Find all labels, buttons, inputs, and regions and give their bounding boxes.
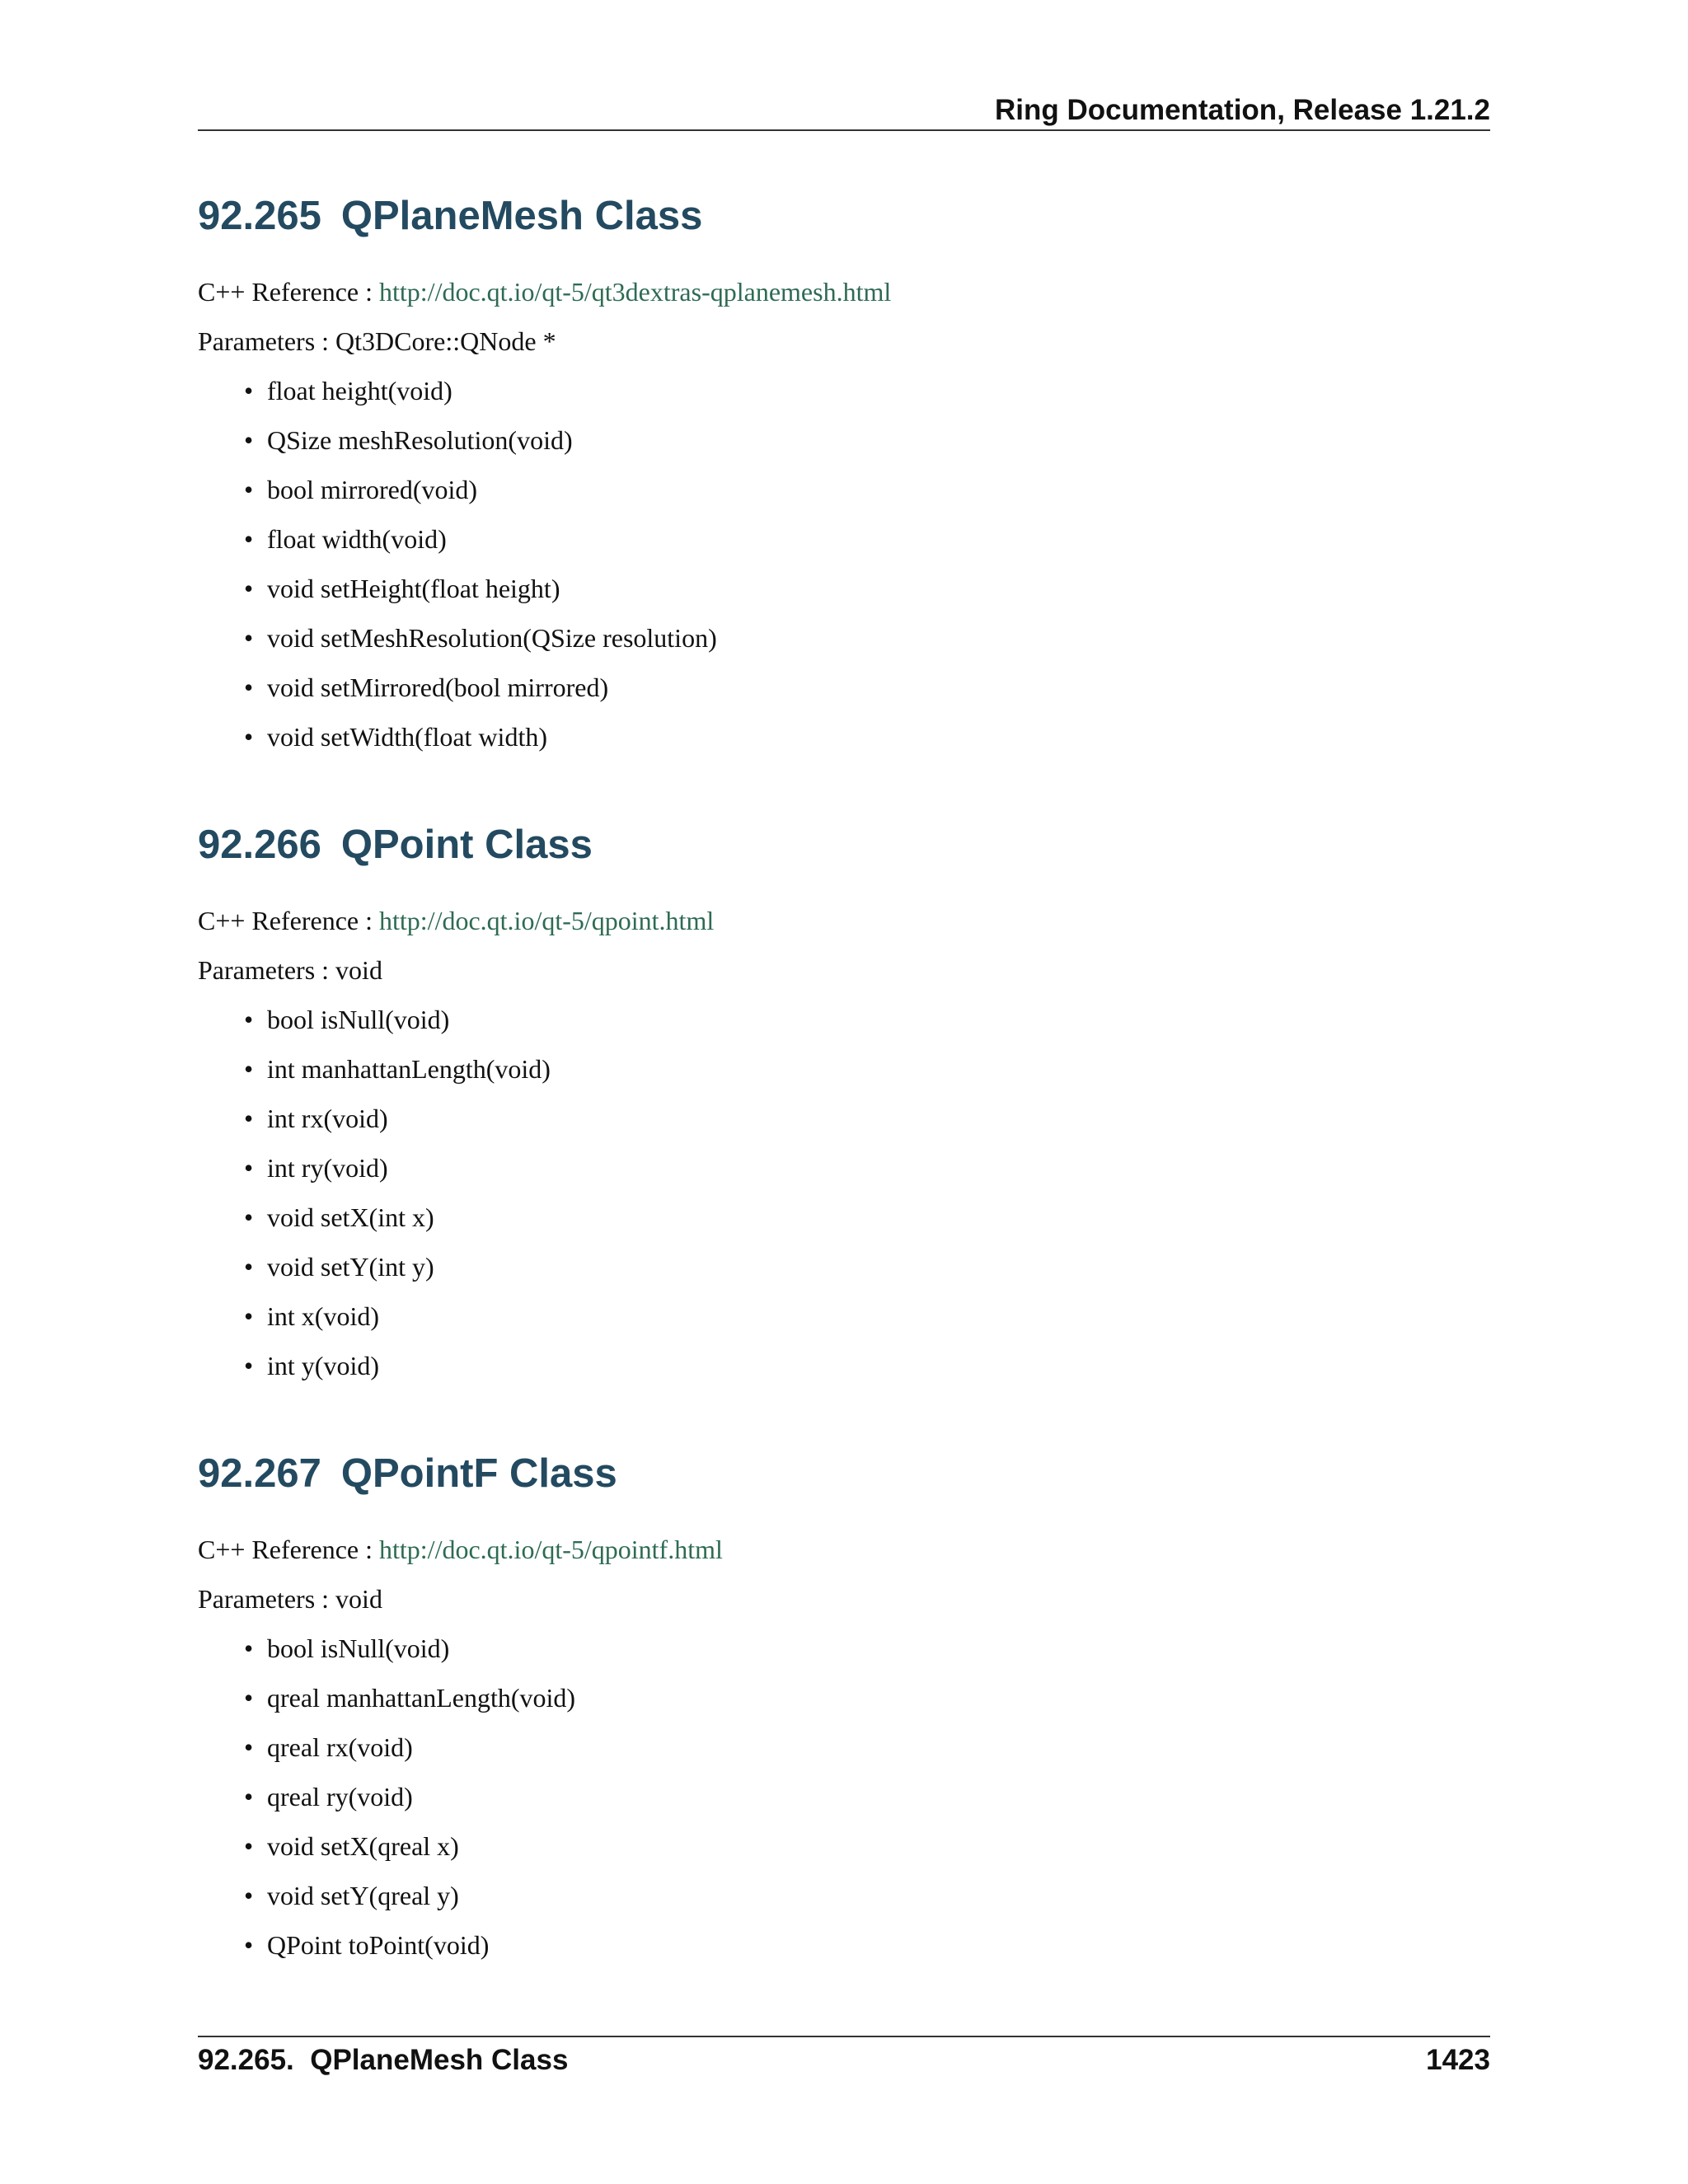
method-item (244, 1151, 1490, 1184)
method-item (244, 1879, 1490, 1912)
cpp-reference-label: C++ Reference : (198, 277, 373, 307)
bullet-icon: • (244, 623, 254, 653)
method-item (244, 1250, 1490, 1283)
method-item (244, 671, 1490, 704)
method-item (244, 1349, 1490, 1382)
method-item (244, 1300, 1490, 1333)
parameters-value: void (335, 1584, 382, 1614)
method-signature: void setX(int x) (267, 1202, 434, 1232)
parameters-label: Parameters : (198, 1584, 330, 1614)
method-signature: qreal ry(void) (267, 1782, 413, 1811)
section-heading: QPlaneMesh Class (340, 194, 703, 238)
method-item (244, 1003, 1490, 1036)
running-header: Ring Documentation, Release 1.21.2 (994, 94, 1490, 126)
method-signature: int ry(void) (267, 1153, 388, 1183)
bullet-icon: • (244, 475, 254, 504)
method-signature: int manhattanLength(void) (267, 1054, 551, 1084)
method-item (244, 720, 1490, 753)
method-signature: int y(void) (267, 1351, 379, 1380)
bullet-icon: • (244, 1881, 254, 1910)
method-signature: void setHeight(float height) (267, 574, 560, 603)
bullet-icon: • (244, 1153, 254, 1183)
section-number: 92.267 (198, 1451, 321, 1496)
section-title (198, 1449, 1490, 1498)
method-item (244, 621, 1490, 654)
method-signature: int rx(void) (267, 1104, 388, 1133)
bullet-icon: • (244, 1202, 254, 1232)
footer-rule (198, 2036, 1490, 2037)
method-item (244, 1780, 1490, 1813)
section-qpointf (198, 1449, 1490, 1978)
method-signature: void setX(qreal x) (267, 1831, 459, 1861)
method-item (244, 523, 1490, 555)
method-signature: float height(void) (267, 376, 452, 405)
running-footer (198, 2042, 1490, 2079)
parameters-label: Parameters : (198, 955, 330, 985)
bullet-icon: • (244, 1301, 254, 1331)
method-signature: float width(void) (267, 524, 447, 554)
cpp-reference-link[interactable]: http://doc.qt.io/qt-5/qpointf.html (379, 1535, 723, 1564)
section-title (198, 820, 1490, 869)
method-item (244, 424, 1490, 457)
method-list (198, 374, 1490, 753)
bullet-icon: • (244, 1005, 254, 1034)
method-item (244, 1102, 1490, 1135)
cpp-reference-link[interactable]: http://doc.qt.io/qt-5/qpoint.html (379, 906, 715, 935)
parameters-label: Parameters : (198, 326, 330, 356)
method-signature: void setY(int y) (267, 1252, 434, 1282)
method-item (244, 1830, 1490, 1863)
parameters-value: void (335, 955, 382, 985)
method-item (244, 1052, 1490, 1085)
cpp-reference-label: C++ Reference : (198, 1535, 373, 1564)
bullet-icon: • (244, 1252, 254, 1282)
method-signature: QSize meshResolution(void) (267, 425, 573, 455)
bullet-icon: • (244, 1683, 254, 1713)
bullet-icon: • (244, 376, 254, 405)
method-signature: void setY(qreal y) (267, 1881, 459, 1910)
method-item (244, 473, 1490, 506)
cpp-reference-label: C++ Reference : (198, 906, 373, 935)
bullet-icon: • (244, 425, 254, 455)
method-signature: int x(void) (267, 1301, 379, 1331)
parameters-line (198, 1582, 1490, 1615)
bullet-icon: • (244, 1104, 254, 1133)
bullet-icon: • (244, 1351, 254, 1380)
parameters-line (198, 325, 1490, 358)
bullet-icon: • (244, 574, 254, 603)
bullet-icon: • (244, 1054, 254, 1084)
section-qpoint (198, 820, 1490, 1399)
bullet-icon: • (244, 1633, 254, 1663)
method-item (244, 1632, 1490, 1665)
section-number: 92.265 (198, 194, 321, 238)
cpp-reference-line (198, 904, 1490, 937)
method-item (244, 1681, 1490, 1714)
method-signature: bool isNull(void) (267, 1633, 450, 1663)
method-signature: bool isNull(void) (267, 1005, 450, 1034)
method-item (244, 374, 1490, 407)
section-number: 92.266 (198, 823, 321, 867)
method-signature: void setMeshResolution(QSize resolution) (267, 623, 717, 653)
cpp-reference-line (198, 1533, 1490, 1566)
section-heading: QPoint Class (340, 823, 593, 867)
bullet-icon: • (244, 1930, 254, 1960)
section-title (198, 191, 1490, 241)
method-signature: void setMirrored(bool mirrored) (267, 673, 609, 702)
method-item (244, 1731, 1490, 1764)
bullet-icon: • (244, 1782, 254, 1811)
bullet-icon: • (244, 524, 254, 554)
method-signature: void setWidth(float width) (267, 722, 547, 752)
method-signature: bool mirrored(void) (267, 475, 478, 504)
parameters-line (198, 954, 1490, 987)
section-qplanemesh (198, 191, 1490, 770)
method-item (244, 1201, 1490, 1234)
method-list (198, 1632, 1490, 1961)
method-signature: qreal manhattanLength(void) (267, 1683, 576, 1713)
method-signature: qreal rx(void) (267, 1732, 413, 1762)
method-list (198, 1003, 1490, 1382)
header-rule (198, 129, 1490, 131)
cpp-reference-link[interactable]: http://doc.qt.io/qt-5/qt3dextras-qplanemesh.html (379, 277, 892, 307)
footer-section-label: 92.265. QPlaneMesh Class (198, 2044, 569, 2076)
section-heading: QPointF Class (340, 1451, 617, 1496)
method-item (244, 572, 1490, 605)
bullet-icon: • (244, 722, 254, 752)
bullet-icon: • (244, 673, 254, 702)
method-signature: QPoint toPoint(void) (267, 1930, 490, 1960)
parameters-value: Qt3DCore::QNode * (335, 326, 556, 356)
document-page (198, 0, 1490, 2184)
cpp-reference-line (198, 275, 1490, 308)
bullet-icon: • (244, 1831, 254, 1861)
page-number: 1423 (1426, 2044, 1490, 2076)
method-item (244, 1929, 1490, 1961)
bullet-icon: • (244, 1732, 254, 1762)
